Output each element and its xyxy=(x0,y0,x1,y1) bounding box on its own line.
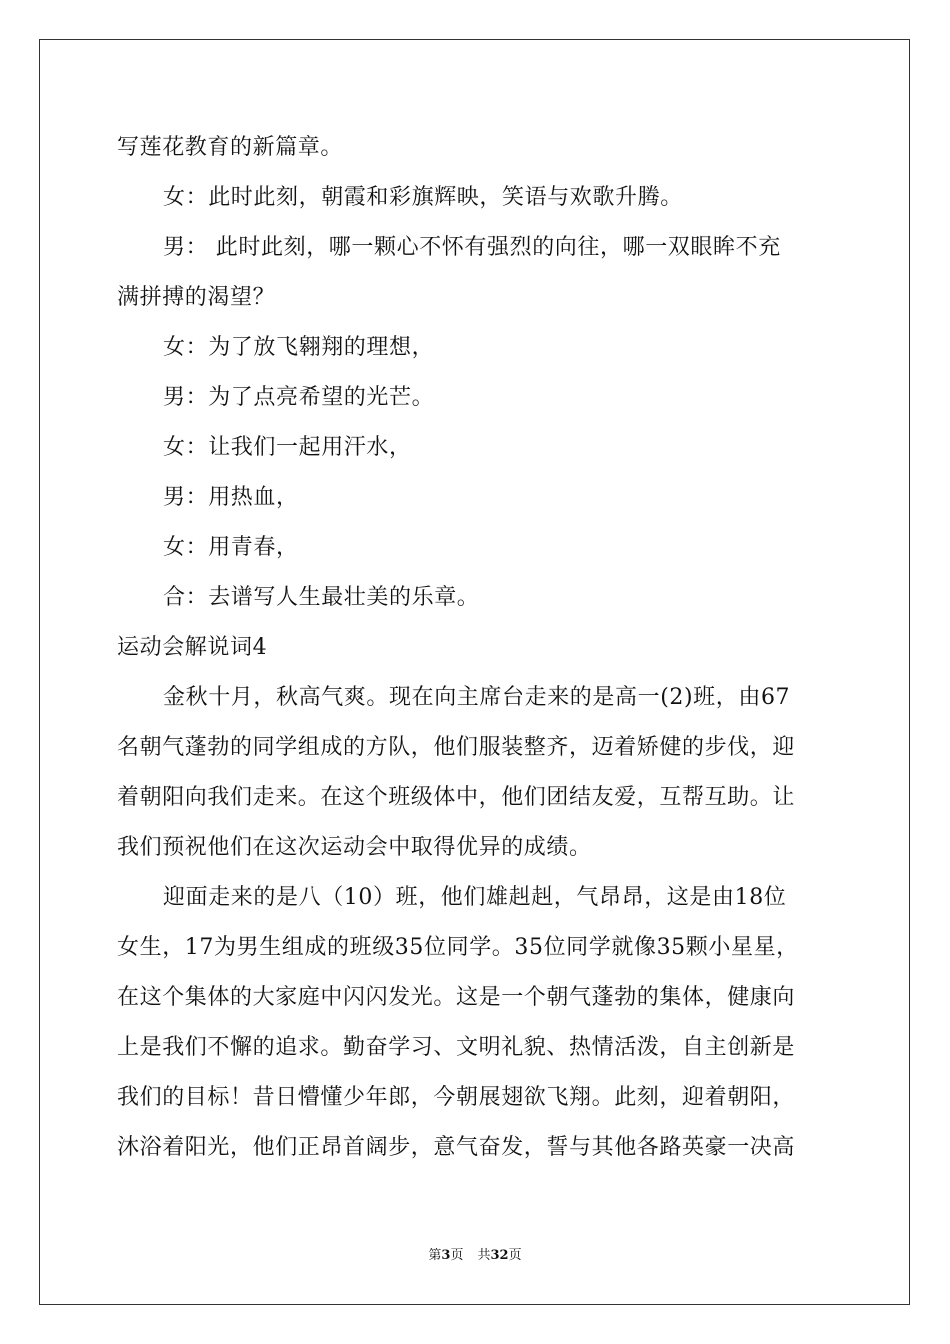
text-line: 女：用青春， xyxy=(163,535,299,560)
text-line: 金秋十月，秋高气爽。现在向主席台走来的是高一(2)班，由67 xyxy=(163,685,791,710)
total-prefix: 共 xyxy=(477,1248,491,1263)
text-line: 合：去谱写人生最壮美的乐章。 xyxy=(163,585,480,610)
text-line: 我们预祝他们在这次运动会中取得优异的成绩。 xyxy=(117,835,592,860)
text-line: 男：为了点亮希望的光芒。 xyxy=(163,385,435,410)
text-line: 女生，17为男生组成的班级35位同学。35位同学就像35颗小星星， xyxy=(117,935,799,960)
page-prefix: 第 xyxy=(428,1248,442,1263)
text-line: 名朝气蓬勃的同学组成的方队，他们服装整齐，迈着矫健的步伐，迎 xyxy=(117,735,796,760)
text-line: 女：让我们一起用汗水， xyxy=(163,435,412,460)
section-heading: 运动会解说词4 xyxy=(117,635,268,660)
page-total: 32 xyxy=(490,1248,509,1263)
text-line: 男：用热血， xyxy=(163,485,299,510)
text-line: 我们的目标！昔日懵懂少年郎，今朝展翅欲飞翔。此刻，迎着朝阳， xyxy=(117,1085,796,1110)
page-suffix: 页 xyxy=(450,1248,464,1263)
total-suffix: 页 xyxy=(508,1248,522,1263)
text-line: 女：为了放飞翱翔的理想， xyxy=(163,335,435,360)
text-line: 满拼搏的渴望？ xyxy=(117,285,276,310)
text-line: 在这个集体的大家庭中闪闪发光。这是一个朝气蓬勃的集体，健康向 xyxy=(117,985,796,1010)
text-line: 写莲花教育的新篇章。 xyxy=(117,135,344,160)
page-current: 3 xyxy=(441,1248,451,1263)
text-line: 着朝阳向我们走来。在这个班级体中，他们团结友爱，互帮互助。让 xyxy=(117,785,796,810)
text-line: 沐浴着阳光，他们正昂首阔步，意气奋发，誓与其他各路英豪一决高 xyxy=(117,1135,796,1160)
text-line: 迎面走来的是八（10）班，他们雄赳赳，气昂昂，这是由18位 xyxy=(163,885,787,910)
text-line: 上是我们不懈的追求。勤奋学习、文明礼貌、热情活泼，自主创新是 xyxy=(117,1035,796,1060)
text-line: 男： 此时此刻，哪一颗心不怀有强烈的向往，哪一双眼眸不充 xyxy=(163,235,781,260)
page-footer xyxy=(0,1246,950,1266)
text-line: 女：此时此刻，朝霞和彩旗辉映，笑语与欢歌升腾。 xyxy=(163,185,683,210)
document-body xyxy=(117,123,839,1173)
